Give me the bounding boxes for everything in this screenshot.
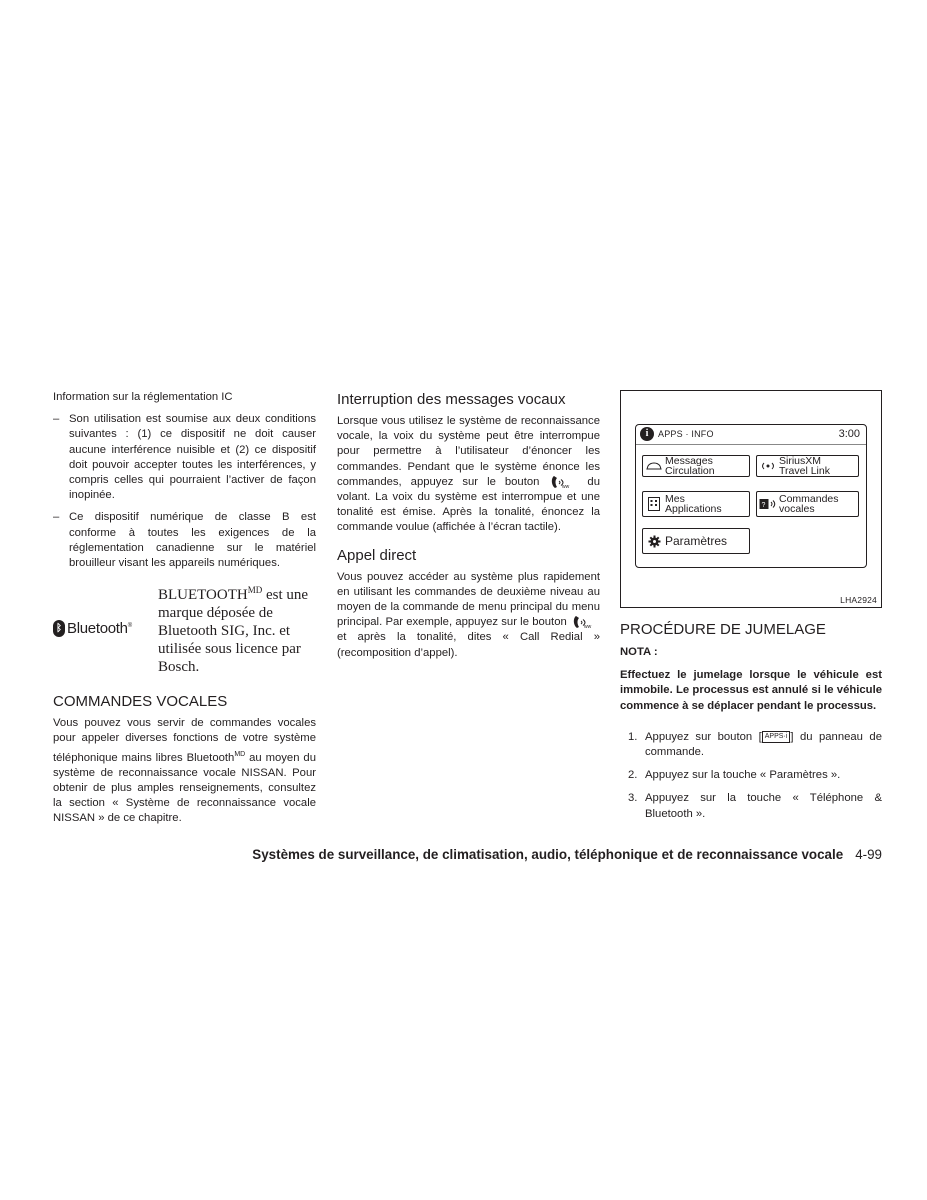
interruption-text: Lorsque vous utilisez le système de reconnaissance vocale, la voix du système peut être interrompue pour permettre à l’utilisateur d’énoncer les commandes. Pendant que le système énonce les commandes, appuyez sur le bouton ww du volant. La voix du système est interrompue et une tonalité est émise. Après la tonalité, énoncez la commande voulue (affichée à l’écran tactile). — [337, 415, 600, 534]
gear-icon — [643, 535, 665, 548]
left-column — [53, 390, 316, 826]
step-number: 1. — [628, 730, 638, 743]
list-item — [620, 730, 882, 760]
bluetooth-trademark-text: $BLUETOOTH^{MD}$ est une marque déposée de Bluetooth SIG, Inc. et utilisée sous licence par Bosch. — [158, 585, 309, 676]
step-number: 2. — [628, 769, 638, 782]
right-column — [620, 390, 882, 822]
settings-button[interactable]: Paramètres — [642, 528, 750, 554]
list-item — [620, 768, 882, 783]
middle-column — [337, 390, 600, 661]
note-text: Effectuez le jumelage lorsque le véhicule est immobile. Le processus est annulé si le véhicule commence à se déplacer pendant le processus. — [620, 669, 882, 712]
list-item — [53, 412, 316, 503]
info-icon: i — [640, 427, 654, 441]
list-item-text: Ce dispositif numérique de classe B est conforme à toutes les exigences de la réglementation canadienne sur le matériel brouilleur visant les appareils numériques. — [69, 511, 316, 570]
voice-commands-button[interactable]: ? Commandes vocales — [756, 491, 859, 517]
pairing-heading: PROCÉDURE DE JUMELAGE — [620, 621, 826, 638]
bluetooth-trademark — [53, 581, 316, 676]
bluetooth-logo-word: Bluetooth® — [67, 620, 132, 638]
car-icon — [643, 462, 665, 471]
siriusxm-travel-link-button[interactable]: SiriusXM Travel Link — [756, 455, 859, 477]
bluetooth-icon: ᛒ — [53, 620, 65, 637]
ic-regulation-intro: Information sur la réglementation IC — [53, 391, 233, 403]
my-applications-button[interactable]: Mes Applications — [642, 491, 750, 517]
signal-icon — [757, 462, 779, 470]
voice-commands-text: Vous pouvez vous servir de commandes vocales pour appeler diverses fonctions de votre système téléphonique mains libres Bluetooth$^{MD}$ au moyen du système de reconnaissance vocale NISSAN. Pour obtenir de plus amples renseignements, consultez la section « Système de reconnaissance vocale NISSAN » de ce chapitre. — [53, 717, 316, 825]
direct-call-text: Vous pouvez accéder au système plus rapidement en utilisant les commandes de deuxième niveau au moyen de la commande de menu principal du menu principal. Par exemple, appuyez sur le bouton ww et après la tonalité, dites « Call Redial » (recomposition d’appel). — [337, 570, 600, 659]
step-number: 3. — [628, 792, 638, 805]
talk-switch-icon — [548, 475, 578, 489]
step-text: Appuyez sur la touche « Téléphone & Bluetooth ». — [645, 792, 882, 820]
interruption-heading: Interruption des messages vocaux — [337, 391, 566, 408]
screen-header — [636, 425, 866, 445]
clock: 3:00 — [838, 428, 860, 440]
apps-info-tab[interactable]: APPS · INFO — [658, 429, 714, 439]
voice-commands-heading: COMMANDES VOCALES — [53, 693, 228, 711]
list-item-text: Son utilisation est soumise aux deux conditions suivantes : (1) ce dispositif ne doit causer aucune interférence nuisible et (2) ce dispositif doit pouvoir accepter toutes les interférences, y compris celles qui pourraient l’activer de façon inopinée. — [69, 413, 316, 502]
list-item — [53, 510, 316, 571]
messages-traffic-button[interactable]: Messages Circulation — [642, 455, 750, 477]
figure-code: LHA2924 — [840, 595, 877, 605]
touchscreen-display — [635, 424, 867, 568]
apps-info-button-icon: APPS·i — [762, 731, 791, 743]
svg-text:ww: ww — [584, 624, 592, 630]
screen-figure — [620, 390, 882, 608]
apps-grid-icon — [643, 497, 665, 511]
dash-bullet: – — [53, 413, 60, 426]
voice-command-icon — [757, 498, 779, 510]
chapter-title: Systèmes de surveillance, de climatisation, audio, téléphonique et de reconnaissance vocale — [252, 847, 844, 862]
list-item — [620, 791, 882, 821]
note-label: NOTA : — [620, 646, 658, 658]
bluetooth-logo — [53, 620, 158, 637]
step-text: Appuyez sur bouton [ APPS·i ] du panneau de commande. — [645, 730, 882, 759]
step-text: Appuyez sur la touche « Paramètres ». — [645, 769, 841, 782]
talk-switch-icon — [570, 615, 600, 629]
page-footer — [0, 847, 882, 862]
direct-call-heading: Appel direct — [337, 546, 417, 564]
dash-bullet: – — [53, 511, 60, 524]
svg-text:ww: ww — [562, 483, 570, 489]
svg-text:?: ? — [761, 502, 766, 509]
page-number: 4-99 — [855, 847, 882, 862]
